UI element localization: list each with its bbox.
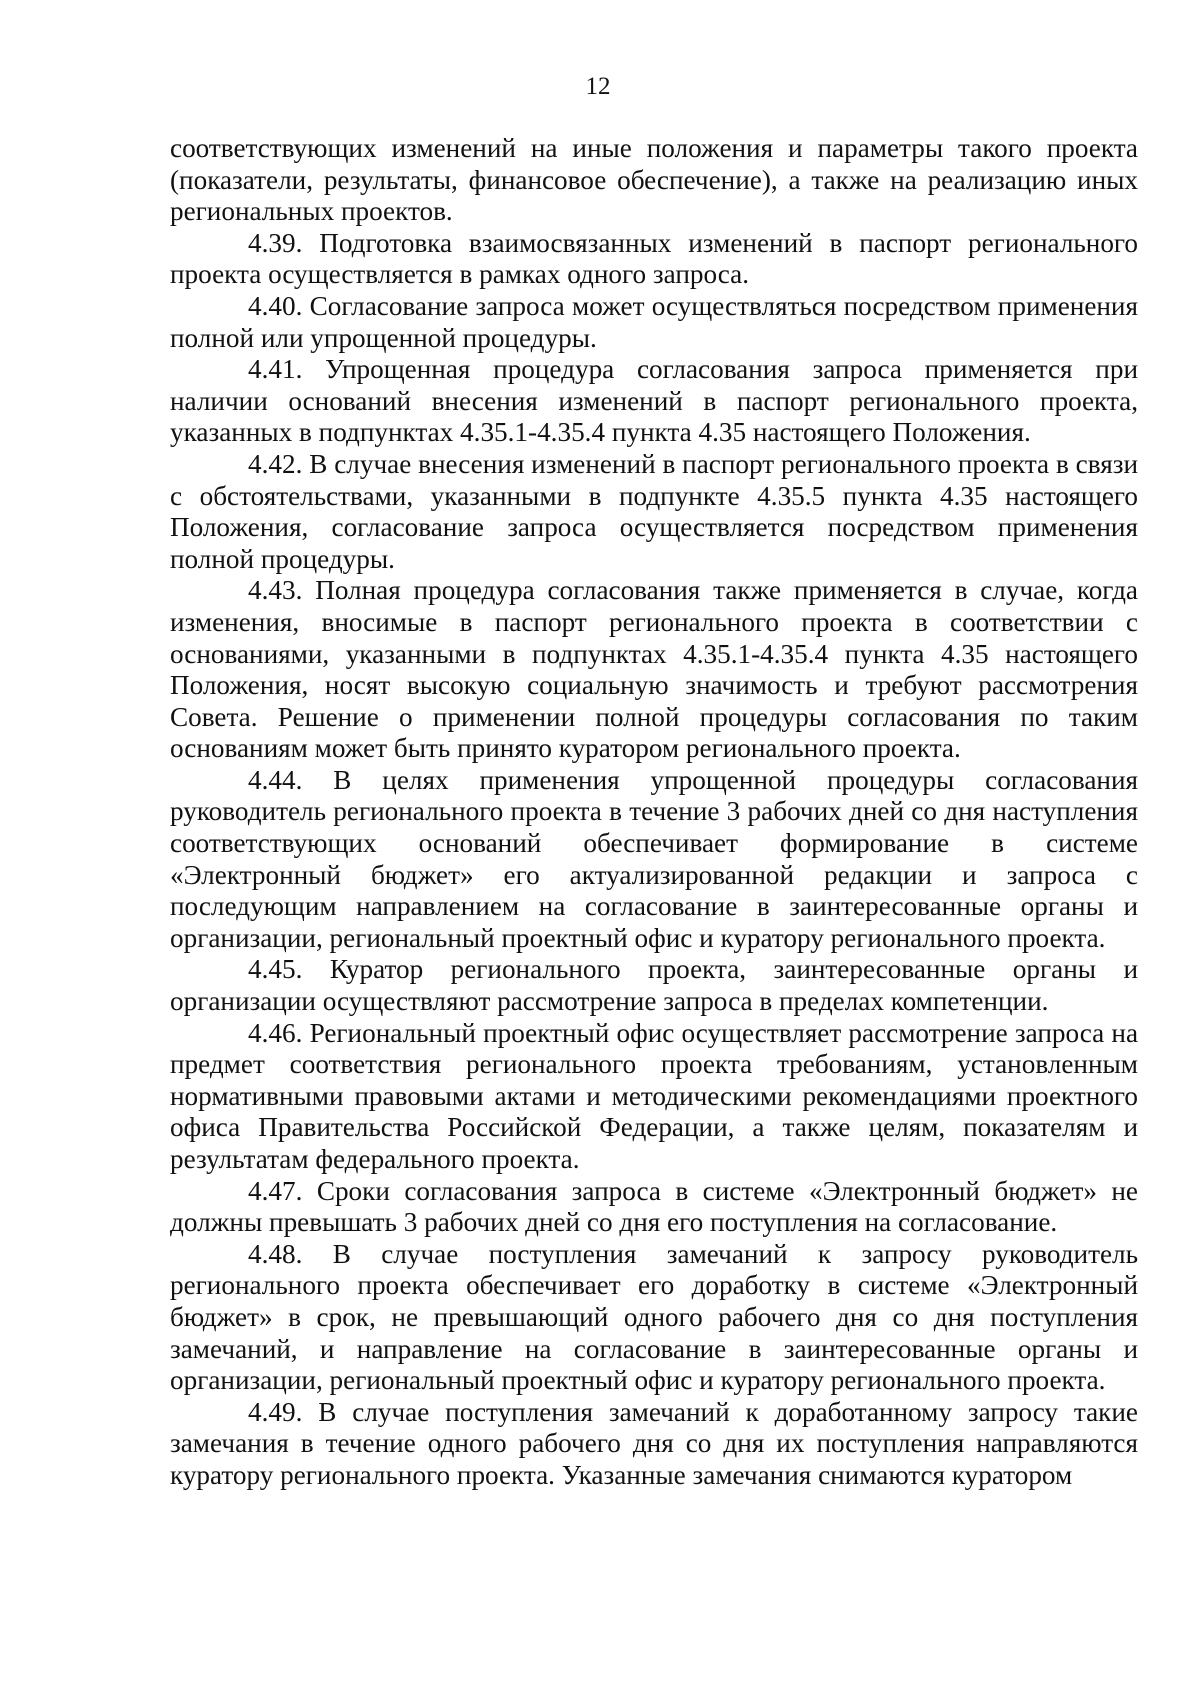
paragraph-4-39 (170, 228, 1138, 291)
document-body (170, 133, 1138, 1492)
paragraph-number: 4.43. (248, 575, 303, 606)
paragraph-4-43 (170, 575, 1138, 765)
paragraph-number: 4.39. (248, 227, 303, 258)
paragraph-number: 4.42. (248, 448, 303, 479)
paragraph-text: В случае поступления замечаний к доработанному запросу такие замечания в течение одного рабочего дня со дня их поступления направляются куратору регионального проекта. Указанные замечания снимаются куратором (170, 1396, 1139, 1490)
paragraph-4-46 (170, 1018, 1138, 1176)
paragraph-text: соответствующих изменений на иные положения и параметры такого проекта (показатели, результаты, финансовое обеспечение), а также на реализацию иных региональных проектов. (170, 133, 1138, 227)
paragraph-text: Региональный проектный офис осуществляет рассмотрение запроса на предмет соответствия регионального проекта требованиям, установленным нормативными правовыми актами и методическими рекомендациями проектного офиса Правительства Российской Федерации, а также целям, показателям и результатам федерального проекта. (170, 1017, 1139, 1174)
paragraph-text: Упрощенная процедура согласования запроса применяется при наличии оснований внесения изменений в паспорт регионального проекта, указанных в подпунктах 4.35.1-4.35.4 пункта 4.35 настоящего Положения. (170, 354, 1138, 448)
paragraph-text: Куратор регионального проекта, заинтересованные органы и организации осуществляют рассмотрение запроса в пределах компетенции. (170, 954, 1138, 1017)
paragraph-number: 4.44. (248, 764, 303, 795)
paragraph-text: Согласование запроса может осуществляться посредством применения полной или упрощенной процедуры. (170, 290, 1138, 353)
paragraph-4-48 (170, 1239, 1138, 1397)
paragraph-number: 4.41. (248, 354, 303, 385)
paragraph-number: 4.45. (248, 954, 303, 985)
paragraph-number: 4.46. (248, 1017, 303, 1048)
page-number: 12 (585, 73, 611, 100)
paragraph-4-47 (170, 1176, 1138, 1239)
paragraph-4-44 (170, 765, 1138, 955)
paragraph-text: В целях применения упрощенной процедуры согласования руководитель регионального проекта в течение 3 рабочих дней со дня наступления соответствующих оснований обеспечивает формирование в системе «Электронный бюджет» его актуализированной редакции и запроса с последующим направлением на согласование в заинтересованные органы и организации, региональный проектный офис и куратору регионального проекта. (170, 764, 1139, 953)
paragraph-text: В случае внесения изменений в паспорт регионального проекта в связи с обстоятельствами, указанными в подпункте 4.35.5 пункта 4.35 настоящего Положения, согласование запроса осуществляется посредством применения полной процедуры. (170, 448, 1138, 574)
paragraph-4-40 (170, 291, 1138, 354)
paragraph-number: 4.47. (248, 1175, 303, 1206)
paragraph-number: 4.40. (248, 290, 303, 321)
paragraph-4-49 (170, 1397, 1138, 1492)
paragraph-number: 4.49. (248, 1396, 303, 1427)
paragraph-text: Сроки согласования запроса в системе «Электронный бюджет» не должны превышать 3 рабочих дней со дня его поступления на согласование. (170, 1175, 1138, 1238)
paragraph-continuation (170, 133, 1138, 228)
paragraph-4-42 (170, 449, 1138, 575)
paragraph-text: Полная процедура согласования также применяется в случае, когда изменения, вносимые в паспорт регионального проекта в соответствии с основаниями, указанными в подпунктах 4.35.1-4.35.4 пункта 4.35 настоящего Положения, носят высокую социальную значимость и требуют рассмотрения Совета. Решение о применении полной процедуры согласования по таким основаниям может быть принято куратором регионального проекта. (170, 575, 1138, 764)
paragraph-4-41 (170, 354, 1138, 449)
paragraph-text: Подготовка взаимосвязанных изменений в паспорт регионального проекта осуществляется в рамках одного запроса. (170, 227, 1139, 290)
paragraph-number: 4.48. (248, 1238, 303, 1269)
paragraph-text: В случае поступления замечаний к запросу руководитель регионального проекта обеспечивает его доработку в системе «Электронный бюджет» в срок, не превышающий одного рабочего дня со дня поступления замечаний, и направление на согласование в заинтересованные органы и организации, региональный проектный офис и куратору регионального проекта. (170, 1238, 1138, 1396)
paragraph-4-45 (170, 954, 1138, 1017)
